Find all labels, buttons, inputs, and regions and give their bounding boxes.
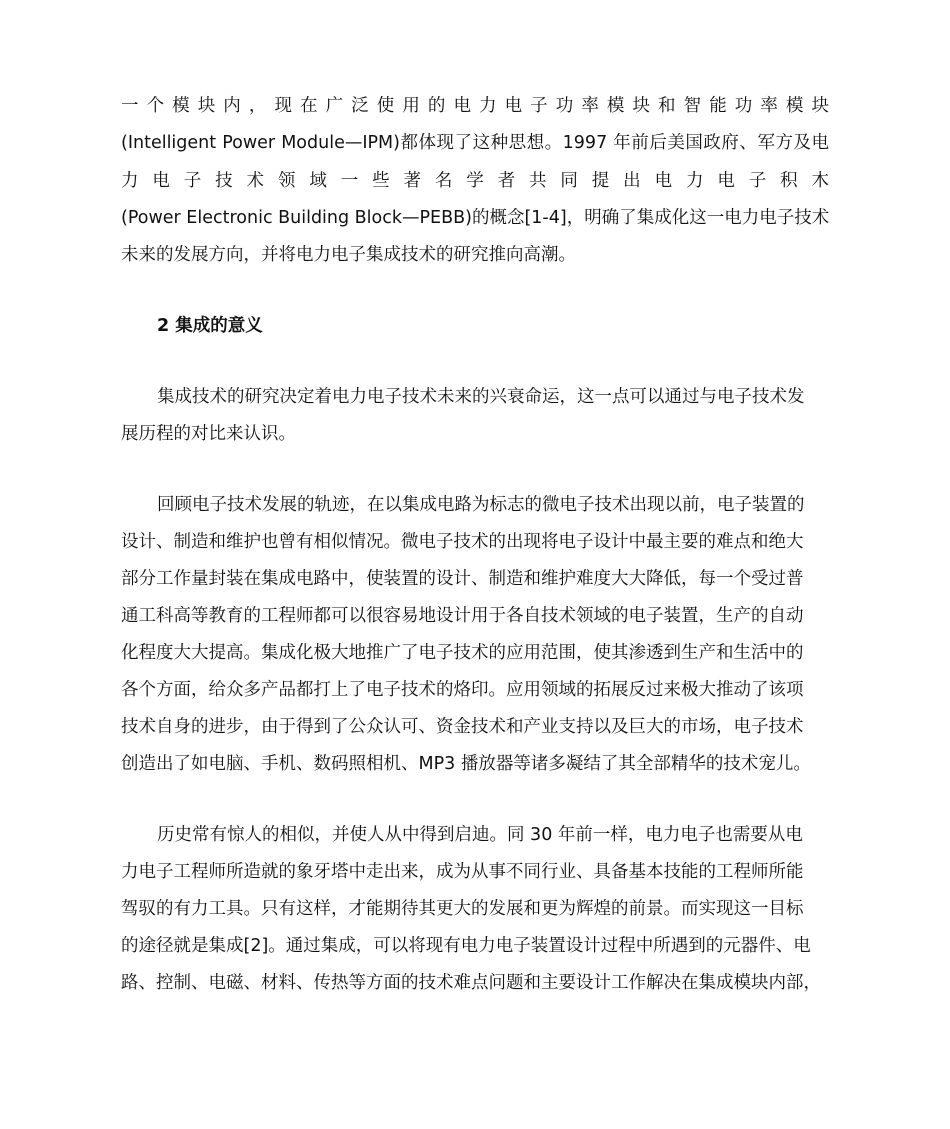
- p3-line-4: 通工科高等教育的工程师都可以很容易地设计用于各自技术领域的电子装置，生产的自动: [121, 606, 804, 626]
- p4-line-4: 的途径就是集成[2]。通过集成，可以将现有电力电子装置设计过程中所遇到的元器件、电: [121, 936, 811, 956]
- p3-line-3: 部分工作量封装在集成电路中，使装置的设计、制造和维护难度大大降低，每一个受过普: [121, 569, 804, 589]
- p3-line-7: 技术自身的进步，由于得到了公众认可、资金技术和产业支持以及巨大的市场，电子技术: [121, 717, 804, 737]
- p1-line-3: 力电子技术领域一些著名学者共同提出电力电子积木: [121, 171, 829, 191]
- p3-line-5: 化程度大大提高。集成化极大地推广了电子技术的应用范围，使其渗透到生产和生活中的: [121, 643, 804, 663]
- p3-line-1: 回顾电子技术发展的轨迹，在以集成电路为标志的微电子技术出现以前，电子装置的: [157, 495, 805, 515]
- p2-line-1: 集成技术的研究决定着电力电子技术未来的兴衰命运，这一点可以通过与电子技术发: [157, 387, 805, 407]
- p1-line-5: 未来的发展方向，并将电力电子集成技术的研究推向高潮。: [121, 245, 576, 265]
- p1-line-2: (Intelligent Power Module—IPM)都体现了这种思想。1997 年前后美国政府、军方及电: [121, 133, 829, 153]
- p3-line-2: 设计、制造和维护也曾有相似情况。微电子技术的出现将电子设计中最主要的难点和绝大: [121, 532, 804, 552]
- p4-line-3: 驾驭的有力工具。只有这样，才能期待其更大的发展和更为辉煌的前景。而实现这一目标: [121, 899, 804, 919]
- p2-line-2: 展历程的对比来认识。: [121, 424, 296, 444]
- p3-line-8: 创造出了如电脑、手机、数码照相机、MP3 播放器等诸多凝结了其全部精华的技术宠儿。: [121, 754, 811, 774]
- p4-line-2: 力电子工程师所造就的象牙塔中走出来，成为从事不同行业、具备基本技能的工程师所能: [121, 862, 804, 882]
- p3-line-6: 各个方面，给众多产品都打上了电子技术的烙印。应用领域的拓展反过来极大推动了该项: [121, 680, 804, 700]
- p4-line-1: 历史常有惊人的相似，并使人从中得到启迪。同 30 年前一样，电力电子也需要从电: [157, 825, 803, 845]
- p1-line-1: 一个模块内，现在广泛使用的电力电子功率模块和智能功率模块: [121, 96, 829, 116]
- section-heading: 2 集成的意义: [157, 316, 263, 336]
- p4-line-5: 路、控制、电磁、材料、传热等方面的技术难点问题和主要设计工作解决在集成模块内部，: [121, 973, 821, 993]
- p1-line-4: (Power Electronic Building Block—PEBB)的概念[1-4]，明确了集成化这一电力电子技术: [121, 208, 830, 228]
